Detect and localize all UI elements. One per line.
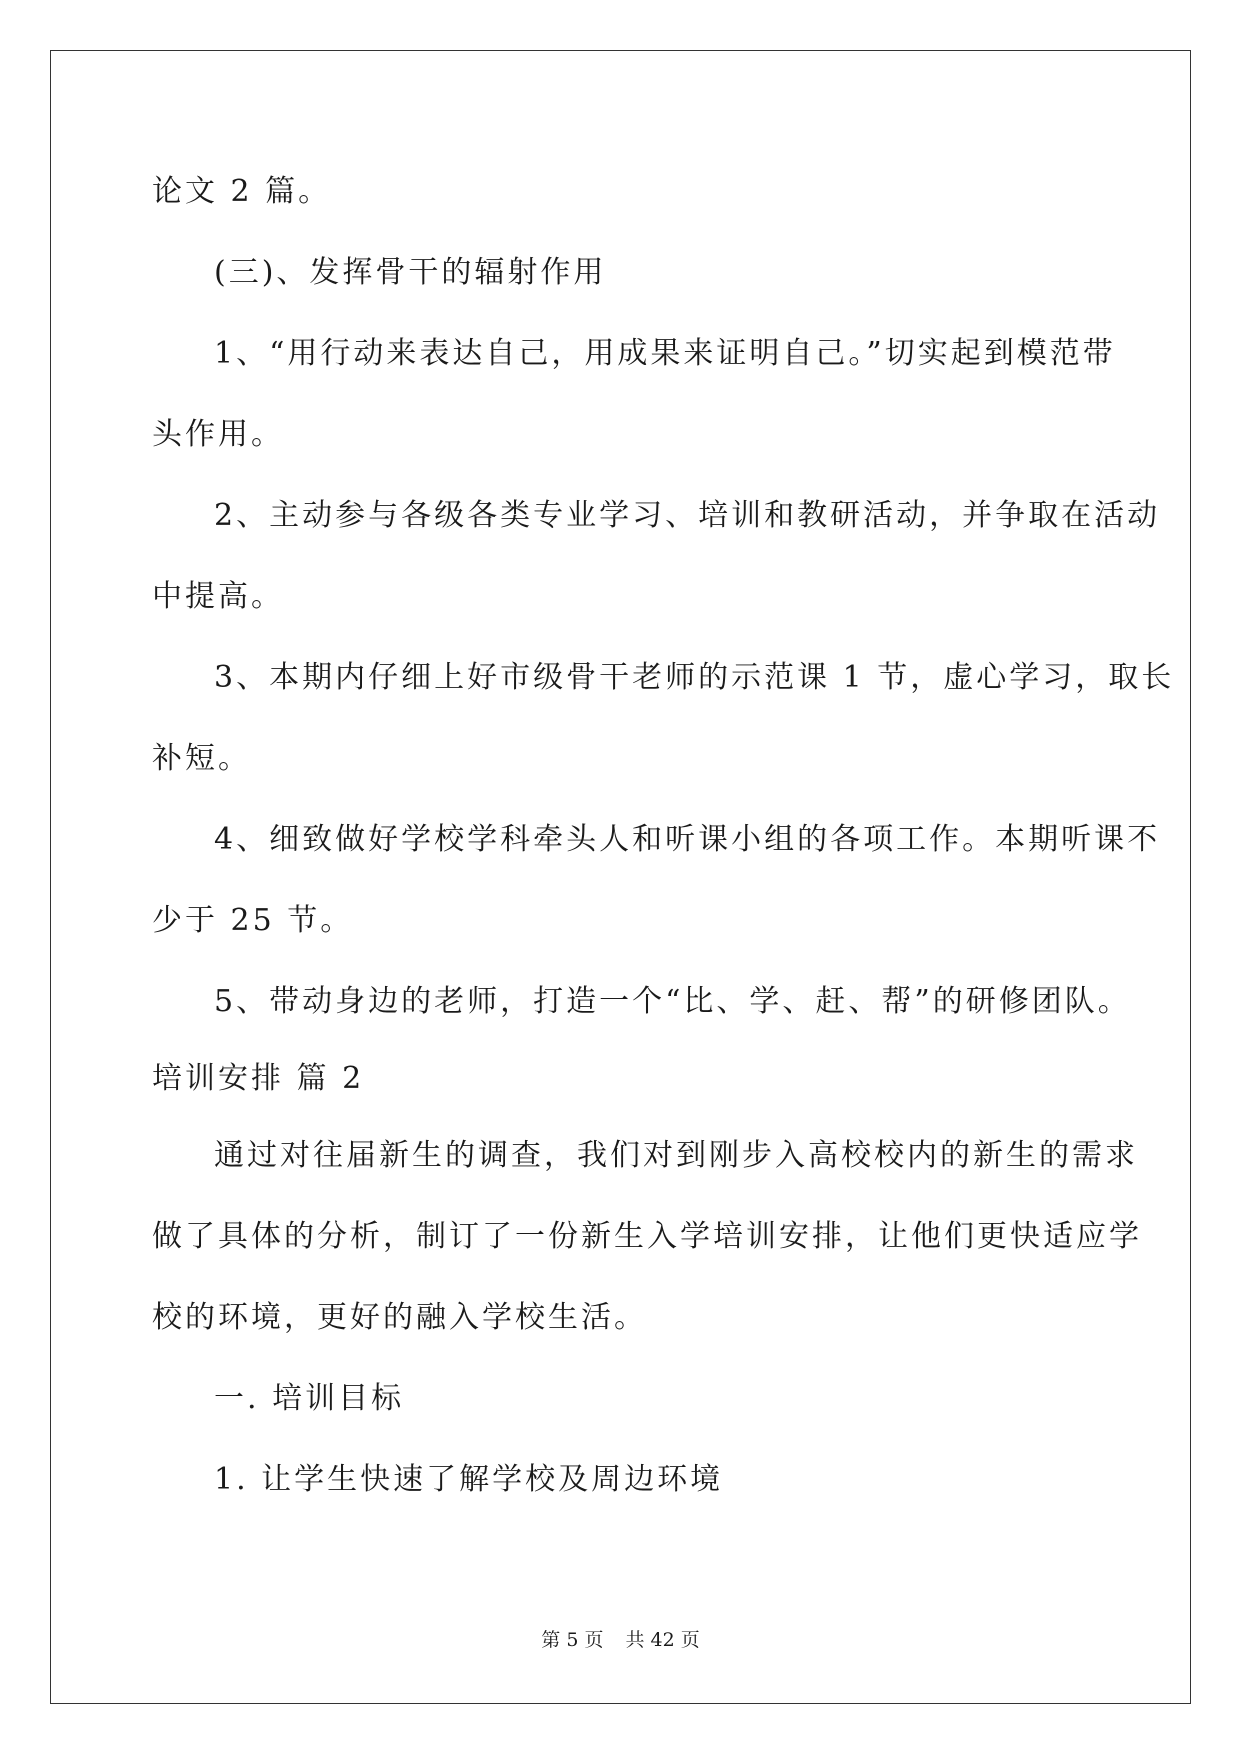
page-footer [0,1628,1241,1652]
current-page-number: 第 5 页 [541,1629,604,1651]
paragraph-line: 中提高。 [152,579,284,614]
paragraph-line: 通过对往届新生的调查，我们对到刚步入高校校内的新生的需求 [214,1138,1138,1173]
section-heading: 一. 培训目标 [214,1381,405,1416]
paragraph-line: 1、“用行动来表达自己，用成果来证明自己。”切实起到模范带 [214,336,1116,371]
paragraph-line: 校的环境，更好的融入学校生活。 [152,1300,647,1335]
paragraph-line: 论文 2 篇。 [152,174,332,209]
paragraph-line: 做了具体的分析，制订了一份新生入学培训安排，让他们更快适应学 [152,1219,1142,1254]
paragraph-line: 4、细致做好学校学科牵头人和听课小组的各项工作。本期听课不 [214,822,1161,857]
paragraph-line: 1. 让学生快速了解学校及周边环境 [214,1462,724,1497]
paragraph-line: 少于 25 节。 [152,903,354,938]
section-heading: (三)、发挥骨干的辐射作用 [214,255,607,290]
page-border [50,50,1191,1704]
paragraph-line: 2、主动参与各级各类专业学习、培训和教研活动，并争取在活动 [214,498,1161,533]
section-title: 培训安排 篇 2 [152,1061,365,1096]
paragraph-line: 补短。 [152,741,251,776]
total-page-count: 共 42 页 [625,1629,700,1651]
paragraph-line: 3、本期内仔细上好市级骨干老师的示范课 1 节，虚心学习，取长 [214,660,1175,695]
paragraph-line: 5、带动身边的老师，打造一个“比、学、赶、帮”的研修团队。 [214,984,1131,1019]
paragraph-line: 头作用。 [152,417,284,452]
